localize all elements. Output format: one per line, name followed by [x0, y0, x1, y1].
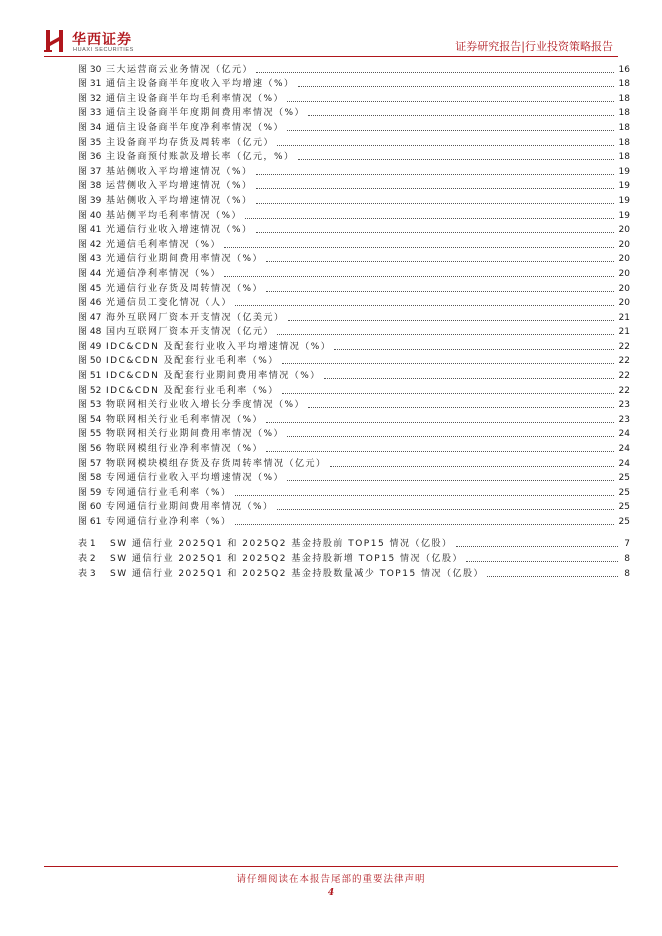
- header-divider: [44, 56, 618, 57]
- figure-entry-title[interactable]: 物联网相关行业收入增长分季度情况（%）: [106, 400, 306, 411]
- figure-entry-number: 图 31: [78, 79, 102, 90]
- dot-leader: [256, 232, 614, 233]
- dot-leader: [298, 86, 614, 87]
- figure-entry-title[interactable]: 光通信行业期间费用率情况（%）: [106, 254, 264, 265]
- dot-leader: [308, 407, 614, 408]
- figure-entry-number: 图 37: [78, 166, 102, 177]
- figure-entry-number: 图 52: [78, 385, 102, 396]
- figure-entry-page[interactable]: 25: [618, 517, 630, 527]
- table-entry-number: 表 1: [78, 539, 96, 549]
- figure-entry-number: 图 61: [78, 517, 102, 527]
- figure-entry[interactable]: [78, 90, 630, 105]
- figure-entry-number: 图 35: [78, 137, 102, 148]
- figure-entry[interactable]: [78, 119, 630, 134]
- figure-entry-number: 图 34: [78, 122, 102, 133]
- figure-entry[interactable]: [78, 251, 630, 266]
- figure-entry[interactable]: [78, 222, 630, 237]
- figure-entry[interactable]: [78, 265, 630, 280]
- figure-entry-title[interactable]: 通信主设备商半年度期间费用率情况（%）: [106, 108, 306, 119]
- figure-entry-page[interactable]: 20: [618, 225, 630, 236]
- figure-entry-title[interactable]: 物联网相关行业毛利率情况（%）: [106, 414, 264, 425]
- figure-entry-page[interactable]: 24: [618, 429, 630, 440]
- figure-entry-title[interactable]: 专网通信行业期间费用率情况（%）: [106, 502, 274, 513]
- figure-list: [78, 61, 630, 528]
- figure-entry-page[interactable]: 18: [618, 122, 630, 133]
- figure-entry-number: 图 38: [78, 181, 102, 192]
- figure-entry-title[interactable]: 物联网模组行业净利率情况（%）: [106, 444, 264, 455]
- dot-leader: [287, 480, 614, 481]
- dot-leader: [256, 72, 614, 73]
- table-entry-number: 表 3: [78, 569, 96, 579]
- dot-leader: [235, 524, 614, 525]
- logo-chinese-name: 华西证券: [72, 32, 132, 48]
- figure-entry[interactable]: [78, 236, 630, 251]
- figure-entry-title[interactable]: 海外互联网厂资本开支情况（亿美元）: [106, 312, 285, 323]
- dot-leader: [256, 203, 614, 204]
- figure-entry-number: 图 58: [78, 473, 102, 484]
- huaxi-logo-mark-icon: [44, 28, 66, 54]
- figure-entry-page[interactable]: 25: [618, 502, 630, 513]
- figure-entry-number: 图 49: [78, 341, 102, 352]
- figure-entry[interactable]: [78, 367, 630, 382]
- figure-entry-title[interactable]: 通信主设备商半年均毛利率情况（%）: [106, 93, 285, 104]
- figure-entry-number: 图 30: [78, 64, 102, 75]
- dot-leader: [235, 495, 614, 496]
- figure-entry-title[interactable]: 光通信净利率情况（%）: [106, 268, 222, 279]
- figure-entry-title[interactable]: 主设备商预付账款及增长率（亿元，%）: [106, 152, 295, 163]
- dot-leader: [324, 378, 614, 379]
- dot-leader: [266, 291, 614, 292]
- figure-entry-title[interactable]: 运营侧收入平均增速情况（%）: [106, 181, 253, 192]
- figure-entry-number: 图 55: [78, 429, 102, 440]
- figure-entry-number: 图 47: [78, 312, 102, 323]
- figure-entry-page[interactable]: 20: [618, 239, 630, 250]
- figure-entry-title[interactable]: IDC&CDN 及配套行业毛利率（%）: [106, 385, 279, 396]
- figure-entry[interactable]: [78, 207, 630, 222]
- figure-entry[interactable]: [78, 295, 630, 310]
- figure-entry[interactable]: [78, 440, 630, 455]
- figure-entry[interactable]: [78, 411, 630, 426]
- figure-entry-number: 图 60: [78, 502, 102, 513]
- figure-entry-title[interactable]: 通信主设备商半年度净利率情况（%）: [106, 122, 285, 133]
- figure-entry-title[interactable]: 基站侧收入平均增速情况（%）: [106, 166, 253, 177]
- figure-entry-page[interactable]: 18: [618, 108, 630, 119]
- figure-entry-title[interactable]: 光通信毛利率情况（%）: [106, 239, 222, 250]
- figure-entry[interactable]: [78, 353, 630, 368]
- table-list: [78, 535, 630, 580]
- dot-leader: [235, 305, 614, 306]
- figure-entry-number: 图 39: [78, 195, 102, 206]
- figure-entry-number: 图 46: [78, 298, 102, 309]
- figure-entry[interactable]: [78, 178, 630, 193]
- figure-entry-page[interactable]: 24: [618, 458, 630, 469]
- figure-entry[interactable]: [78, 397, 630, 412]
- page-header: [0, 0, 662, 60]
- figure-entry[interactable]: [78, 61, 630, 76]
- dot-leader: [277, 509, 614, 510]
- figure-entry-number: 图 33: [78, 108, 102, 119]
- figure-entry-title[interactable]: 光通信行业收入增速情况（%）: [106, 225, 253, 236]
- figure-entry[interactable]: [78, 105, 630, 120]
- dot-leader: [277, 334, 614, 335]
- figure-entry-number: 图 53: [78, 400, 102, 411]
- footer-divider: [44, 866, 618, 867]
- report-type-label: 证券研究报告|行业投资策略报告: [455, 40, 613, 53]
- figure-entry-page[interactable]: 22: [618, 385, 630, 396]
- figure-entry-title[interactable]: 光通信行业存货及周转情况（%）: [106, 283, 264, 294]
- figure-entry[interactable]: [78, 470, 630, 485]
- table-entry-number: 表 2: [78, 554, 96, 564]
- figure-entry[interactable]: [78, 338, 630, 353]
- figure-entry-page[interactable]: 22: [618, 356, 630, 367]
- figure-entry[interactable]: [78, 499, 630, 514]
- dot-leader: [277, 145, 614, 146]
- figure-entry-page[interactable]: 25: [618, 487, 630, 498]
- figure-entry-page[interactable]: 20: [618, 283, 630, 294]
- figure-entry-page[interactable]: 20: [618, 268, 630, 279]
- figure-entry-page[interactable]: 18: [618, 93, 630, 104]
- figure-entry[interactable]: [78, 163, 630, 178]
- dot-leader: [287, 130, 614, 131]
- figure-entry-number: 图 54: [78, 414, 102, 425]
- figure-entry-page[interactable]: 19: [618, 210, 630, 221]
- figure-entry-page[interactable]: 23: [618, 414, 630, 425]
- figure-entry-number: 图 41: [78, 225, 102, 236]
- figure-entry-page[interactable]: 18: [618, 137, 630, 148]
- dot-leader: [266, 261, 614, 262]
- figure-entry-title[interactable]: 通信主设备商半年度收入平均增速（%）: [106, 79, 295, 90]
- figure-entry[interactable]: [78, 134, 630, 149]
- figure-entry-page[interactable]: 22: [618, 371, 630, 382]
- figure-entry-number: 图 59: [78, 487, 102, 498]
- figure-entry-page[interactable]: 19: [618, 195, 630, 206]
- figure-entry-number: 图 57: [78, 458, 102, 469]
- figure-entry-number: 图 32: [78, 93, 102, 104]
- figure-entry-number: 图 48: [78, 327, 102, 338]
- figure-entry[interactable]: [78, 484, 630, 499]
- figure-entry-title[interactable]: 三大运营商云业务情况（亿元）: [106, 64, 254, 75]
- table-entry-title[interactable]: SW 通信行业 2025Q1 和 2025Q2 基金持股数量减少 TOP15 情况（亿股）: [110, 569, 485, 579]
- dot-leader: [287, 101, 614, 102]
- dot-leader: [266, 422, 614, 423]
- table-entry-title[interactable]: SW 通信行业 2025Q1 和 2025Q2 基金持股新增 TOP15 情况（亿股）: [110, 554, 464, 564]
- dot-leader: [288, 320, 614, 321]
- table-entry[interactable]: [78, 565, 630, 580]
- table-entry-page[interactable]: 7: [624, 539, 630, 549]
- dot-leader: [256, 174, 614, 175]
- table-entry-title[interactable]: SW 通信行业 2025Q1 和 2025Q2 基金持股前 TOP15 情况（亿股）: [110, 539, 453, 549]
- dot-leader: [224, 247, 614, 248]
- figure-entry[interactable]: [78, 455, 630, 470]
- figure-entry-title[interactable]: 基站侧收入平均增速情况（%）: [106, 195, 253, 206]
- figure-entry-title[interactable]: 物联网相关行业期间费用率情况（%）: [106, 429, 285, 440]
- figure-entry-number: 图 40: [78, 210, 102, 221]
- figure-entry-number: 图 43: [78, 254, 102, 265]
- figure-entry-number: 图 36: [78, 152, 102, 163]
- page-number: 4: [327, 888, 335, 898]
- figure-entry-number: 图 42: [78, 239, 102, 250]
- figure-entry-page[interactable]: 20: [618, 254, 630, 265]
- dot-leader: [456, 546, 618, 547]
- figure-entry-page[interactable]: 21: [618, 312, 630, 323]
- figure-entry-title[interactable]: IDC&CDN 及配套行业收入平均增速情况（%）: [106, 341, 332, 352]
- figure-entry-page[interactable]: 20: [618, 298, 630, 309]
- figure-entry-title[interactable]: 专网通信行业收入平均增速情况（%）: [106, 473, 285, 484]
- figure-entry[interactable]: [78, 280, 630, 295]
- dot-leader: [466, 561, 618, 562]
- dot-leader: [266, 451, 614, 452]
- figure-entry[interactable]: [78, 192, 630, 207]
- dot-leader: [298, 159, 614, 160]
- figure-entry-page[interactable]: 23: [618, 400, 630, 411]
- figure-entry-title[interactable]: 专网通信行业毛利率（%）: [106, 487, 232, 498]
- figure-entry-title[interactable]: 光通信员工变化情况（人）: [106, 298, 233, 309]
- dot-leader: [282, 393, 614, 394]
- table-entry-page[interactable]: 8: [624, 554, 630, 564]
- dot-leader: [487, 576, 618, 577]
- figure-entry-page[interactable]: 24: [618, 444, 630, 455]
- figure-entry-page[interactable]: 21: [618, 327, 630, 338]
- figure-entry[interactable]: [78, 309, 630, 324]
- figure-entry-title[interactable]: 专网通信行业净利率（%）: [106, 517, 232, 527]
- figure-entry-page[interactable]: 22: [618, 341, 630, 352]
- figure-entry-page[interactable]: 25: [618, 473, 630, 484]
- figure-entry-page[interactable]: 19: [618, 181, 630, 192]
- figure-entry-page[interactable]: 19: [618, 166, 630, 177]
- figure-entry-number: 图 50: [78, 356, 102, 367]
- dot-leader: [256, 188, 614, 189]
- dot-leader: [308, 115, 614, 116]
- figure-entry-title[interactable]: IDC&CDN 及配套行业毛利率（%）: [106, 356, 279, 367]
- huaxi-logo: [44, 28, 164, 56]
- figure-entry[interactable]: [78, 149, 630, 164]
- figure-entry-page[interactable]: 16: [618, 64, 630, 75]
- figure-entry-number: 图 56: [78, 444, 102, 455]
- figure-entry-title[interactable]: 物联网模块模组存货及存货周转率情况（亿元）: [106, 458, 327, 469]
- table-entry-page[interactable]: 8: [624, 569, 630, 579]
- dot-leader: [287, 436, 614, 437]
- dot-leader: [330, 466, 614, 467]
- dot-leader: [245, 218, 614, 219]
- table-entry[interactable]: [78, 535, 630, 550]
- legal-disclaimer-note: 请仔细阅读在本报告尾部的重要法律声明: [236, 874, 426, 885]
- logo-english-name: HUAXI SECURITIES: [73, 47, 134, 53]
- figure-entry-page[interactable]: 18: [618, 79, 630, 90]
- figure-entry-number: 图 51: [78, 371, 102, 382]
- dot-leader: [334, 349, 614, 350]
- figure-entry-number: 图 45: [78, 283, 102, 294]
- figure-entry[interactable]: [78, 382, 630, 397]
- figure-entry-title[interactable]: IDC&CDN 及配套行业期间费用率情况（%）: [106, 371, 321, 382]
- figure-entry-number: 图 44: [78, 268, 102, 279]
- dot-leader: [224, 276, 614, 277]
- figure-entry[interactable]: [78, 426, 630, 441]
- figure-entry-title[interactable]: 基站侧平均毛利率情况（%）: [106, 210, 243, 221]
- figure-entry-page[interactable]: 18: [618, 152, 630, 163]
- figure-entry[interactable]: [78, 513, 630, 528]
- figure-entry-title[interactable]: 主设备商平均存货及周转率（亿元）: [106, 137, 275, 148]
- table-entry[interactable]: [78, 550, 630, 565]
- dot-leader: [282, 363, 614, 364]
- figure-entry[interactable]: [78, 76, 630, 91]
- figure-entry[interactable]: [78, 324, 630, 339]
- figure-entry-title[interactable]: 国内互联网厂资本开支情况（亿元）: [106, 327, 275, 338]
